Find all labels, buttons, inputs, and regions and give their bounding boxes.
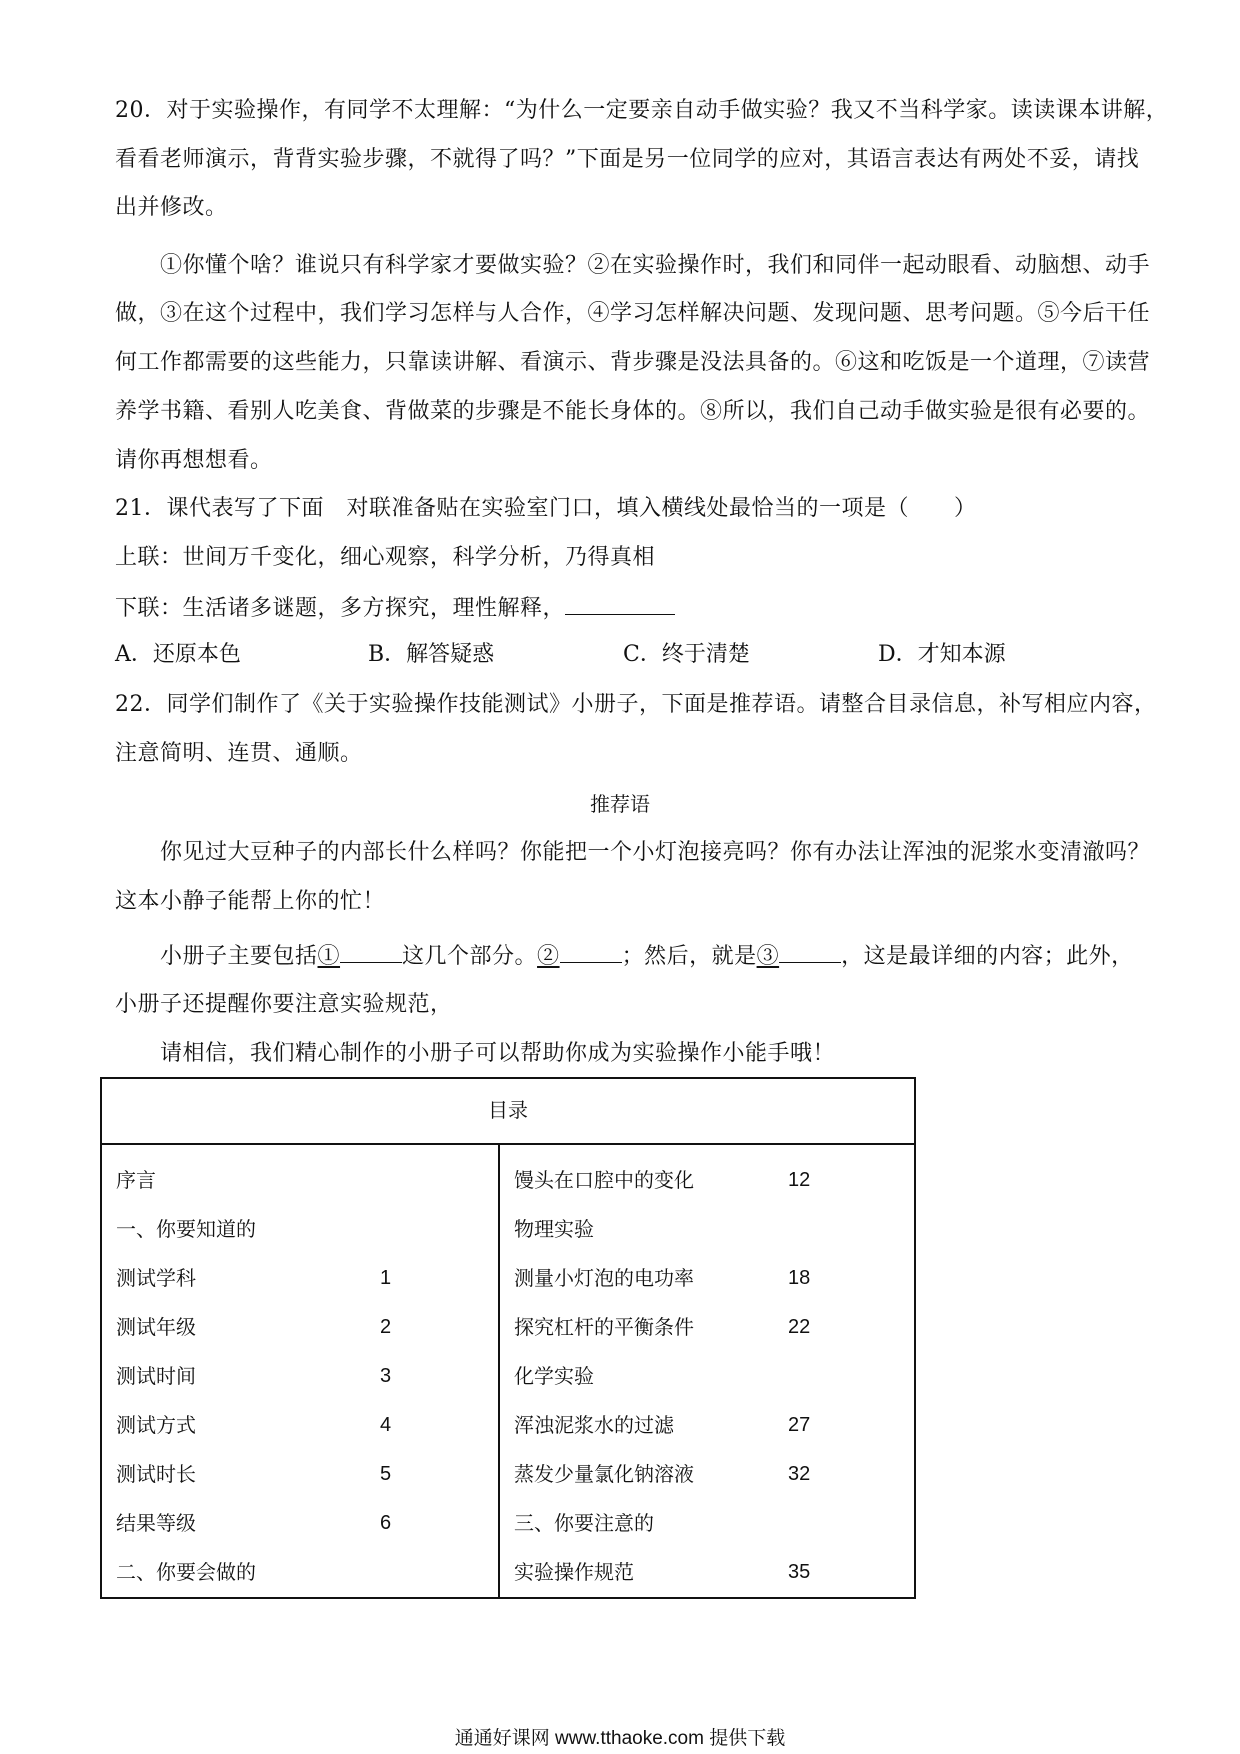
toc-left-label-0: 序言 xyxy=(116,1168,156,1192)
blank-3[interactable] xyxy=(779,940,841,963)
toc-left-label-1: 一、你要知道的 xyxy=(116,1217,256,1241)
toc-left-label-7: 结果等级 xyxy=(116,1511,196,1535)
recommendation-title: 推荐语 xyxy=(590,792,650,816)
toc-left-label-2: 测试学科 xyxy=(116,1266,196,1290)
rec3-text-b: 这几个部分。 xyxy=(402,944,538,969)
q21-option-c[interactable]: C．终于清楚 xyxy=(623,642,750,667)
toc-header xyxy=(102,1079,914,1145)
toc-left-label-6: 测试时长 xyxy=(116,1462,196,1486)
toc-column-divider xyxy=(498,1145,500,1597)
q20-stem-line-3: 出并修改。 xyxy=(115,195,228,220)
q21-option-b[interactable]: B．解答疑惑 xyxy=(368,642,495,667)
q21-answer-blank[interactable] xyxy=(565,592,675,615)
q21-stem: 21．课代表写了下面 对联准备贴在实验室门口，填入横线处最恰当的一项是（ ） xyxy=(115,496,977,521)
q21-lower-text: 下联：生活诸多谜题，多方探究，理性解释， xyxy=(115,596,566,621)
q20-stem-line-1: 20．对于实验操作，有同学不太理解：“为什么一定要亲自动手做实验？我又不当科学家。读读课本讲解， xyxy=(115,98,1169,123)
blank-3-marker: ③ xyxy=(756,944,780,969)
q21-option-a[interactable]: A．还原本色 xyxy=(115,642,241,667)
q20-passage-line-4: 养学书籍、看别人吃美食、背做菜的步骤是不能长身体的。⑧所以，我们自己动手做实验是很有必要的。 xyxy=(115,399,1151,424)
toc-left-page-6: 5 xyxy=(380,1463,392,1485)
page-footer[interactable]: 通通好课网 www.tthaoke.com 提供下载 xyxy=(454,1728,786,1749)
toc-right-page-8: 35 xyxy=(788,1561,811,1583)
q20-passage-line-3: 何工作都需要的这些能力，只靠读讲解、看演示、背步骤是没法具备的。⑥这和吃饭是一个道理，⑦读营 xyxy=(115,350,1151,375)
recommendation-line-2: 这本小静子能帮上你的忙！ xyxy=(115,889,386,914)
recommendation-line-3 xyxy=(160,940,1134,972)
blank-1-marker: ① xyxy=(317,944,341,969)
q21-lower-couplet xyxy=(115,592,675,624)
rec3-text-a: 小册子主要包括 xyxy=(160,944,318,969)
toc-left-label-3: 测试年级 xyxy=(116,1315,196,1339)
recommendation-line-1: 你见过大豆种子的内部长什么样吗？你能把一个小灯泡接亮吗？你有办法让浑浊的泥浆水变清澈吗？ xyxy=(160,840,1151,865)
toc-right-label-7: 三、你要注意的 xyxy=(514,1511,654,1535)
q20-stem-line-2: 看看老师演示，背背实验步骤，不就得了吗？”下面是另一位同学的应对，其语言表达有两处不妥，请找 xyxy=(115,147,1140,172)
toc-left-label-4: 测试时间 xyxy=(116,1364,196,1388)
toc-right-page-3: 22 xyxy=(788,1316,811,1338)
q22-stem-line-1: 22．同学们制作了《关于实验操作技能测试》小册子，下面是推荐语。请整合目录信息，补写相应内容， xyxy=(115,692,1157,717)
toc-left-label-5: 测试方式 xyxy=(116,1413,196,1437)
q20-passage-line-5: 请你再想想看。 xyxy=(115,448,273,473)
rec3-text-d: ，这是最详细的内容；此外， xyxy=(841,944,1134,969)
toc-right-label-4: 化学实验 xyxy=(514,1364,594,1388)
toc-left-label-8: 二、你要会做的 xyxy=(116,1560,256,1584)
q21-option-d[interactable]: D．才知本源 xyxy=(878,642,1006,667)
toc-right-page-5: 27 xyxy=(788,1414,811,1436)
toc-left-page-4: 3 xyxy=(380,1365,392,1387)
toc-left-page-3: 2 xyxy=(380,1316,392,1338)
blank-2-marker: ② xyxy=(537,944,560,969)
rec3-text-c: ；然后，就是 xyxy=(621,944,757,969)
recommendation-line-4: 小册子还提醒你要注意实验规范， xyxy=(115,992,453,1017)
toc-right-label-6: 蒸发少量氯化钠溶液 xyxy=(514,1462,694,1486)
q20-passage-line-2: 做，③在这个过程中，我们学习怎样与人合作，④学习怎样解决问题、发现问题、思考问题。⑤今后干任 xyxy=(115,301,1151,326)
toc-right-page-6: 32 xyxy=(788,1463,811,1485)
q20-passage-line-1: ①你懂个啥？谁说只有科学家才要做实验？②在实验操作时，我们和同伴一起动眼看、动脑想、动手 xyxy=(160,253,1151,278)
toc-right-label-2: 测量小灯泡的电功率 xyxy=(514,1266,694,1290)
toc-right-label-1: 物理实验 xyxy=(514,1217,594,1241)
toc-right-page-0: 12 xyxy=(788,1169,811,1191)
toc-title: 目录 xyxy=(488,1098,528,1122)
toc-left-page-7: 6 xyxy=(380,1512,392,1534)
toc-right-label-3: 探究杠杆的平衡条件 xyxy=(514,1315,694,1339)
recommendation-line-5: 请相信，我们精心制作的小册子可以帮助你成为实验操作小能手哦！ xyxy=(160,1041,836,1066)
toc-right-label-0: 馒头在口腔中的变化 xyxy=(514,1168,694,1192)
blank-1[interactable] xyxy=(340,940,402,963)
q21-upper-couplet: 上联：世间万千变化，细心观察，科学分析，乃得真相 xyxy=(115,545,656,570)
q22-stem-line-2: 注意简明、连贯、通顺。 xyxy=(115,741,363,766)
toc-right-page-2: 18 xyxy=(788,1267,811,1289)
toc-left-page-5: 4 xyxy=(380,1414,392,1436)
toc-right-label-5: 浑浊泥浆水的过滤 xyxy=(514,1413,674,1437)
toc-left-page-2: 1 xyxy=(380,1267,392,1289)
toc-table xyxy=(100,1077,916,1599)
toc-right-label-8: 实验操作规范 xyxy=(514,1560,634,1584)
blank-2[interactable] xyxy=(560,940,622,963)
